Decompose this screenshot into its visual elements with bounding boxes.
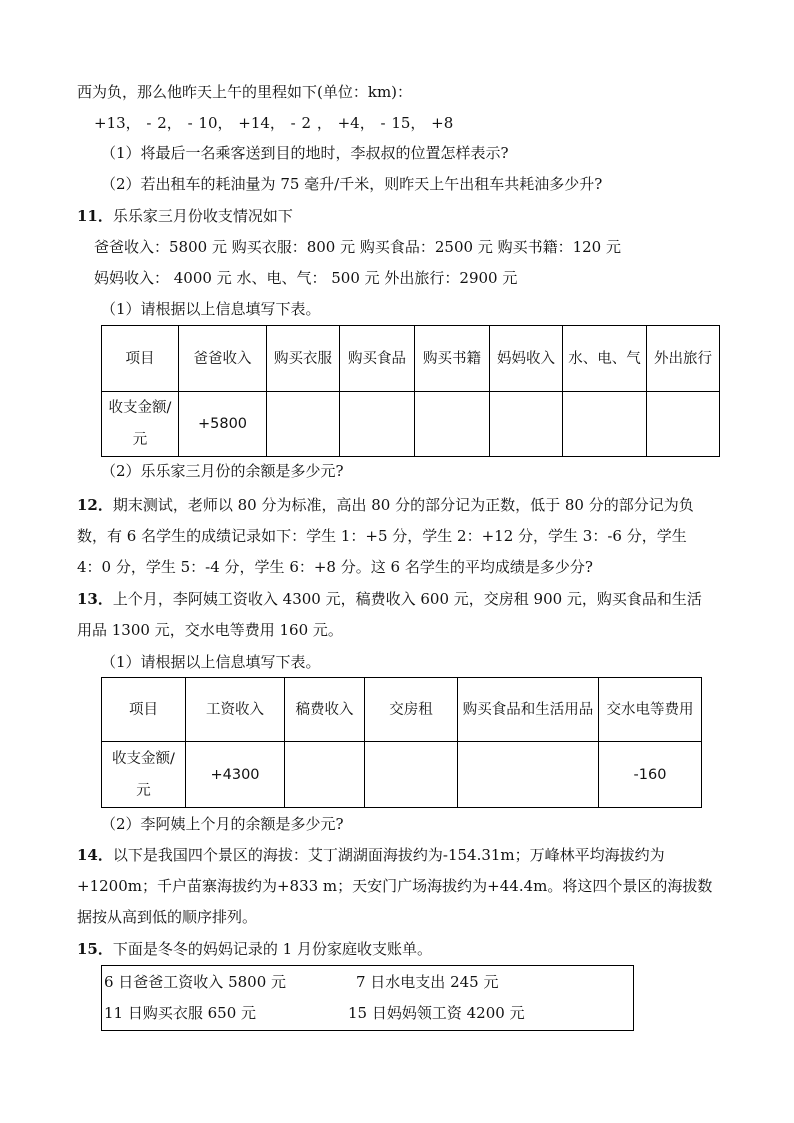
ledger-box <box>101 965 634 1031</box>
header-cell: 妈妈收入 <box>490 326 563 392</box>
header-cell: 购买食品和生活用品 <box>458 678 599 742</box>
value-cell <box>285 742 365 808</box>
problem-12-line <box>77 498 694 513</box>
problem-12-line: 4：0 分，学生 5：-4 分，学生 6：+8 分。这 6 名学生的平均成绩是多少分? <box>77 558 593 576</box>
problem-number: 13． <box>77 590 113 608</box>
problem-14-line: 据按从高到低的顺序排列。 <box>77 908 258 926</box>
value-cell <box>340 392 415 457</box>
header-cell: 交水电等费用 <box>599 678 702 742</box>
problem-11-title <box>77 209 293 224</box>
problem-14-line <box>77 848 665 863</box>
intro-question-1: （1）将最后一名乘客送到目的地时，李叔叔的位置怎样表示? <box>101 144 509 162</box>
income-table-13 <box>101 677 702 808</box>
value-cell <box>563 392 647 457</box>
problem-text: 乐乐家三月份收支情况如下 <box>112 207 293 225</box>
problem-15-line <box>77 942 432 957</box>
row-label-cell: 收支金额/元 <box>102 742 186 808</box>
value-cell: +5800 <box>179 392 267 457</box>
value-cell: -160 <box>599 742 702 808</box>
problem-text: 以下是我国四个景区的海拔：艾丁湖湖面海拔约为-154.31m；万峰林平均海拔约为 <box>112 846 665 864</box>
problem-number: 11． <box>77 207 113 225</box>
header-cell: 购买书籍 <box>415 326 490 392</box>
intro-question-2: （2）若出租车的耗油量为 75 毫升/千米，则昨天上午出租车共耗油多少升? <box>101 175 603 193</box>
header-cell: 外出旅行 <box>647 326 720 392</box>
problem-text: 期末测试，老师以 80 分为标准，高出 80 分的部分记为正数，低于 80 分的部分记为负 <box>112 496 694 514</box>
value-cell <box>415 392 490 457</box>
problem-number: 14． <box>77 846 113 864</box>
income-table-11 <box>101 325 720 457</box>
problem-13-line: 用品 1300 元，交水电等费用 160 元。 <box>77 621 343 639</box>
problem-number: 15． <box>77 940 113 958</box>
problem-11-line: 妈妈收入： 4000 元 水、电、气： 500 元 外出旅行：2900 元 <box>94 269 518 287</box>
value-cell <box>267 392 340 457</box>
problem-number: 12． <box>77 496 113 514</box>
header-cell: 购买衣服 <box>267 326 340 392</box>
problem-text: 下面是冬冬的妈妈记录的 1 月份家庭收支账单。 <box>112 940 432 958</box>
value-cell <box>365 742 458 808</box>
header-cell: 购买食品 <box>340 326 415 392</box>
header-cell: 交房租 <box>365 678 458 742</box>
value-cell: +4300 <box>186 742 285 808</box>
problem-13-line <box>77 592 702 607</box>
problem-text: 上个月，李阿姨工资收入 4300 元，稿费收入 600 元，交房租 900 元，购买食品和生活 <box>112 590 702 608</box>
problem-11-question-1: （1）请根据以上信息填写下表。 <box>101 300 321 318</box>
intro-line: 西为负，那么他昨天上午的里程如下(单位：km)： <box>77 83 413 101</box>
ledger-entry: 7 日水电支出 245 元 <box>356 973 499 991</box>
mileage-list: +13， - 2， - 10， +14， - 2 ， +4， - 15， +8 <box>94 114 454 132</box>
problem-11-question-2: （2）乐乐家三月份的余额是多少元? <box>101 462 344 480</box>
ledger-entry: 6 日爸爸工资收入 5800 元 <box>104 973 287 991</box>
problem-13-question-1: （1）请根据以上信息填写下表。 <box>101 653 321 671</box>
header-cell: 项目 <box>102 326 179 392</box>
ledger-entry: 11 日购买衣服 650 元 <box>104 1004 257 1022</box>
header-cell: 项目 <box>102 678 186 742</box>
header-cell: 水、电、气 <box>563 326 647 392</box>
ledger-entry: 15 日妈妈领工资 4200 元 <box>348 1004 525 1022</box>
row-label-cell: 收支金额/元 <box>102 392 179 457</box>
header-cell: 爸爸收入 <box>179 326 267 392</box>
value-cell <box>458 742 599 808</box>
header-cell: 工资收入 <box>186 678 285 742</box>
problem-13-question-2: （2）李阿姨上个月的余额是多少元? <box>101 815 344 833</box>
header-cell: 稿费收入 <box>285 678 365 742</box>
value-cell <box>647 392 720 457</box>
problem-14-line: +1200m；千户苗寨海拔约为+833 m；天安门广场海拔约为+44.4m。将这四个景区的海拔数 <box>77 877 713 895</box>
value-cell <box>490 392 563 457</box>
problem-12-line: 数，有 6 名学生的成绩记录如下：学生 1：+5 分，学生 2：+12 分，学生 3：-6 分，学生 <box>77 527 687 545</box>
problem-11-line: 爸爸收入：5800 元 购买衣服：800 元 购买食品：2500 元 购买书籍：120 元 <box>94 238 621 256</box>
